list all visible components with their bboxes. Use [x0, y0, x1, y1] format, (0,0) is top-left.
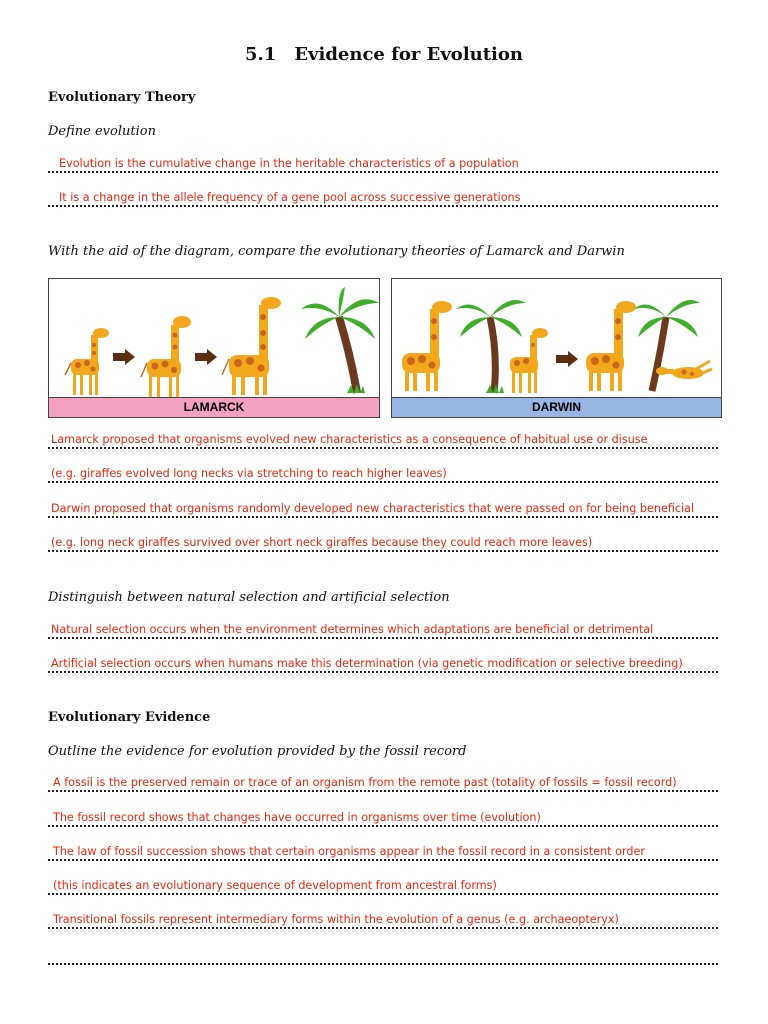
answer-text: A fossil is the preserved remain or trace of an organism from the remote past (totality of fossils = fossil record) [53, 776, 677, 789]
answer-text: Darwin proposed that organisms randomly developed new characteristics that were passed on for being beneficial [51, 502, 695, 515]
answer-text: Transitional fossils represent intermediary forms within the evolution of a genus (e.g. archaeopteryx) [53, 913, 619, 926]
answer-text: (e.g. long neck giraffes survived over short neck giraffes because they could reach more leaves) [51, 536, 593, 549]
answer-line-blank[interactable] [48, 945, 718, 965]
answer-line[interactable] [48, 532, 718, 552]
darwin-illustration [392, 279, 722, 399]
answer-line[interactable] [48, 498, 718, 518]
answer-text: It is a change in the allele frequency of a gene pool across successive generations [59, 191, 521, 204]
answer-text: Evolution is the cumulative change in the heritable characteristics of a population [59, 157, 519, 170]
answer-text: The law of fossil succession shows that certain organisms appear in the fossil record in a consistent order [53, 845, 645, 858]
title-text: Evidence for Evolution [294, 44, 523, 65]
answer-text: Lamarck proposed that organisms evolved new characteristics as a consequence of habitual use or disuse [51, 433, 648, 446]
fallen-giraffe-icon [656, 361, 712, 379]
answer-line[interactable] [48, 909, 718, 929]
question-fossil-record: Outline the evidence for evolution provided by the fossil record [48, 744, 467, 759]
giraffe-medium-neck-icon [141, 316, 191, 397]
darwin-label: DARWIN [392, 397, 721, 417]
arrow-right-icon [195, 349, 217, 365]
section-heading-evolutionary-evidence: Evolutionary Evidence [48, 710, 211, 725]
answer-text: The fossil record shows that changes have occurred in organisms over time (evolution) [53, 811, 541, 824]
question-compare-theories: With the aid of the diagram, compare the evolutionary theories of Lamarck and Darwin [48, 244, 625, 259]
giraffe-short-neck-icon [65, 328, 109, 395]
giraffe-long-neck-icon [222, 297, 281, 395]
palm-tree-icon [301, 287, 379, 393]
answer-line[interactable] [48, 841, 718, 861]
answer-line[interactable] [48, 619, 718, 639]
answer-text: (e.g. giraffes evolved long necks via stretching to reach higher leaves) [51, 467, 447, 480]
lamarck-diagram [48, 278, 380, 418]
answer-line[interactable] [48, 429, 718, 449]
answer-text: Natural selection occurs when the environment determines which adaptations are beneficial or detrimental [51, 623, 654, 636]
answer-line[interactable] [48, 807, 718, 827]
answer-line[interactable] [48, 653, 718, 673]
giraffe-short-neck-icon [510, 328, 548, 393]
answer-text: (this indicates an evolutionary sequence of development from ancestral forms) [53, 879, 497, 892]
giraffe-long-neck-icon [586, 301, 636, 391]
giraffe-long-neck-icon [402, 301, 452, 391]
answer-line[interactable] [48, 463, 718, 483]
darwin-diagram [391, 278, 722, 418]
answer-line[interactable] [48, 187, 718, 207]
answer-line[interactable] [48, 153, 718, 173]
arrow-right-icon [113, 349, 135, 365]
lamarck-illustration [49, 279, 380, 399]
answer-text: Artificial selection occurs when humans make this determination (via genetic modification or selective breeding) [51, 657, 683, 670]
palm-tree-icon [456, 300, 526, 393]
question-define-evolution: Define evolution [48, 124, 156, 139]
question-natural-vs-artificial: Distinguish between natural selection and artificial selection [48, 590, 450, 605]
answer-line[interactable] [48, 875, 718, 895]
arrow-right-icon [556, 351, 578, 367]
page-title [0, 44, 768, 65]
section-number: 5.1 [244, 44, 277, 65]
lamarck-label: LAMARCK [49, 397, 379, 417]
section-heading-evolutionary-theory: Evolutionary Theory [48, 90, 196, 105]
answer-line[interactable] [48, 772, 718, 792]
